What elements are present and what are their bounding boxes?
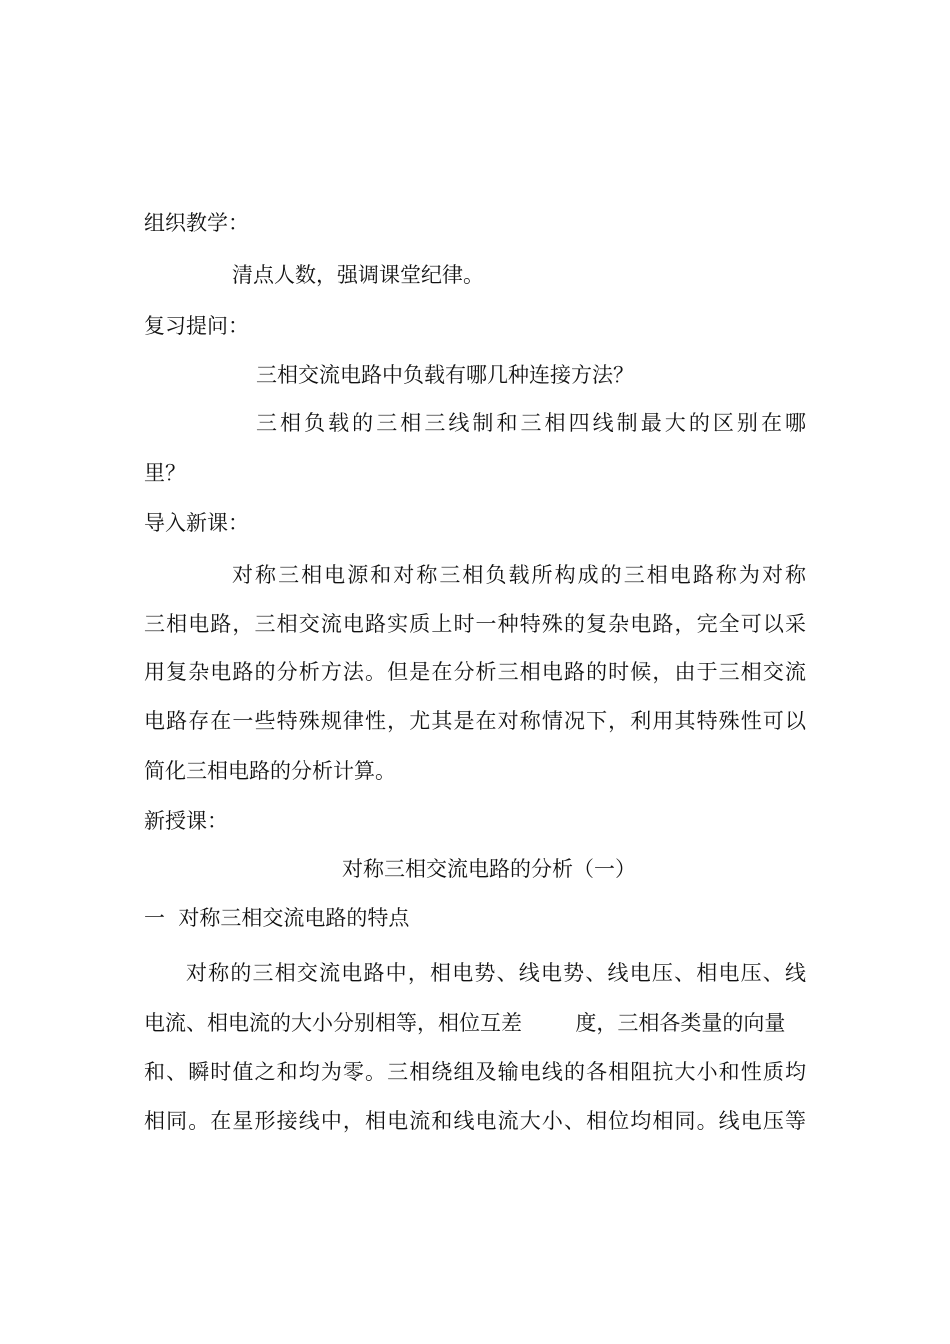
review-question-1: 三相交流电路中负载有哪几种连接方法？ — [256, 363, 634, 387]
intro-line-3: 用复杂电路的分析方法。但是在分析三相电路的时候，由于三相交流 — [144, 660, 806, 684]
lesson-title: 对称三相交流电路的分析（一） — [342, 857, 636, 881]
intro-line-5: 简化三相电路的分析计算。 — [144, 759, 396, 783]
intro-line-4: 电路存在一些特殊规律性，尤其是在对称情况下，利用其特殊性可以 — [144, 709, 806, 733]
review-question-2-line-2: 里？ — [144, 461, 186, 485]
new-lesson-heading: 新授课： — [144, 809, 228, 833]
intro-heading: 导入新课： — [144, 511, 249, 535]
lesson-paragraph-line-2: 电流、相电流的大小分别相等，相位互差 度，三相各类量的向量 — [144, 1011, 786, 1035]
organize-text: 清点人数，强调课堂纪律。 — [232, 263, 484, 287]
review-question-2-line-1: 三相负载的三相三线制和三相四线制最大的区别在哪 — [256, 411, 806, 435]
lesson-paragraph-line-4: 相同。在星形接线中，相电流和线电流大小、相位均相同。线电压等 — [144, 1109, 806, 1133]
intro-line-1: 对称三相电源和对称三相负载所构成的三相电路称为对称 — [232, 563, 806, 587]
lesson-subheading: 一 对称三相交流电路的特点 — [144, 906, 410, 930]
lesson-paragraph-line-3: 和、瞬时值之和均为零。三相绕组及输电线的各相阻抗大小和性质均 — [144, 1060, 806, 1084]
intro-line-2: 三相电路，三相交流电路实质上时一种特殊的复杂电路，完全可以采 — [144, 612, 806, 636]
organize-heading: 组织教学： — [144, 211, 249, 235]
review-heading: 复习提问： — [144, 314, 249, 338]
lesson-paragraph-line-1: 对称的三相交流电路中，相电势、线电势、线电压、相电压、线 — [186, 961, 806, 985]
